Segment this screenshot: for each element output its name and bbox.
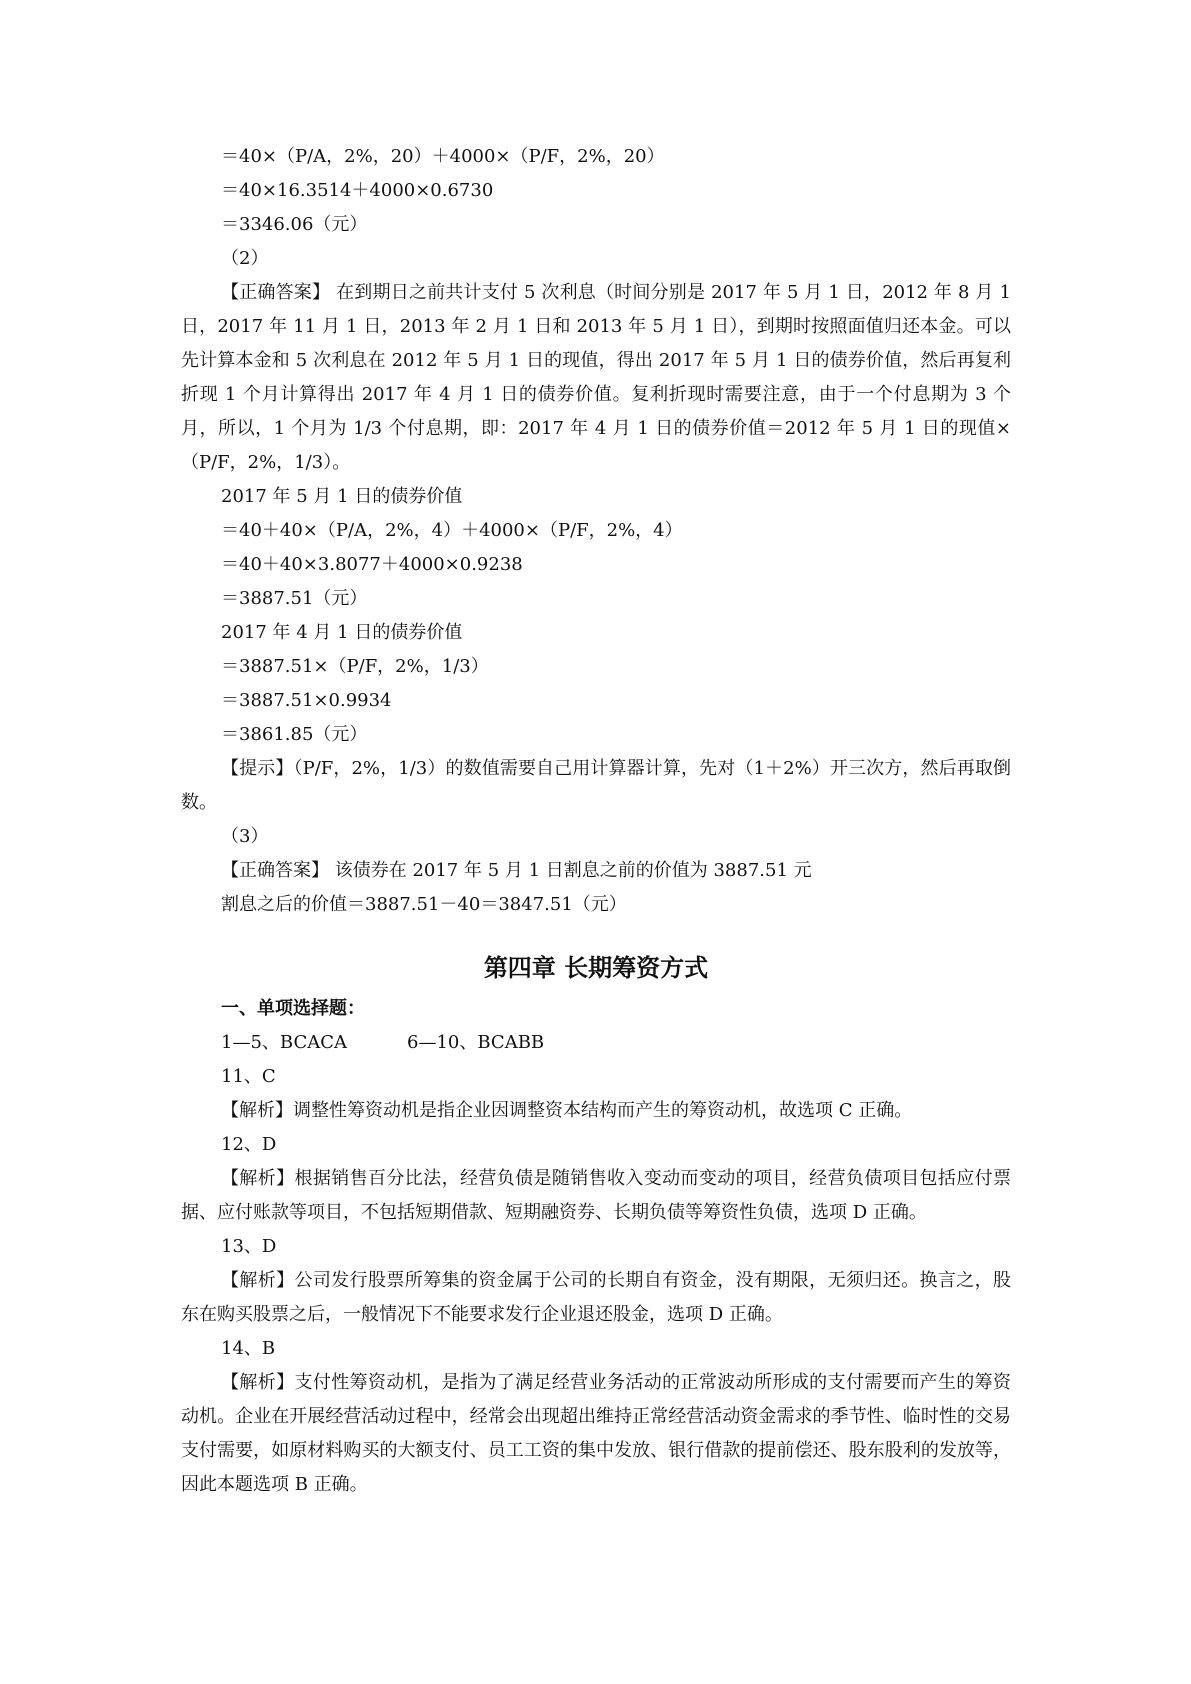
question-answer: 12、D <box>221 1134 277 1155</box>
question-answer: 14、B <box>221 1338 276 1359</box>
value-label: 2017 年 5 月 1 日的债券价值 <box>221 486 463 507</box>
question-answer: 13、D <box>221 1236 277 1257</box>
formula-line: ＝40×16.3514＋4000×0.6730 <box>221 180 494 201</box>
answer-paragraph: 【正确答案】 在到期日之前共计支付 5 次利息（时间分别是 2017 年 5 月 1 日，2012 年 8 月 1 日，2017 年 11 月 1 日，2013 年 2 月 1 日和 2013 年 5 月 1 日），到期时按照面值归还本金。可以先计算本金和 5 次利息在 2012 年 5 月 1 日的现值，得出 2017 年 5 月 1 日的债券价值，然后再复利折现 1 个月计算得出 2017 年 4 月 1 日的债券价值。复利折现时需要注意，由于一个付息期为 3 个月，所以，1 个月为 1/3 个付息期，即：2017 年 4 月 1 日的债券价值＝2012 年 5 月 1 日的现值×（P/F，2%，1/3）。 <box>181 282 1011 473</box>
section-heading: 一、单项选择题： <box>221 998 365 1019</box>
formula-line: ＝40＋40×（P/A，2%，4）＋4000×（P/F，2%，4） <box>221 520 683 541</box>
hint-paragraph: 【提示】（P/F，2%，1/3）的数值需要自己用计算器计算，先对（1＋2%）开三次方，然后再取倒数。 <box>181 758 1011 813</box>
question-answer: 11、C <box>221 1066 276 1087</box>
answer-line: 【正确答案】 该债券在 2017 年 5 月 1 日割息之前的价值为 3887.51 元 <box>221 860 812 881</box>
answers-1-5: 1—5、BCACA <box>221 1032 348 1053</box>
answer-key-row <box>181 1026 1011 1060</box>
formula-line: ＝3887.51×0.9934 <box>221 690 392 711</box>
formula-line: ＝3887.51×（P/F，2%，1/3） <box>221 656 489 677</box>
formula-result: ＝3861.85（元） <box>221 724 368 745</box>
explanation-paragraph: 【解析】公司发行股票所筹集的资金属于公司的长期自有资金，没有期限，无须归还。换言之，股东在购买股票之后，一般情况下不能要求发行企业退还股金，选项 D 正确。 <box>181 1270 1011 1325</box>
explanation-paragraph: 【解析】根据销售百分比法，经营负债是随销售收入变动而变动的项目，经营负债项目包括应付票据、应付账款等项目，不包括短期借款、短期融资券、长期负债等筹资性负债，选项 D 正确。 <box>181 1168 1011 1223</box>
part-number: （2） <box>221 248 269 269</box>
chapter-title: 第四章 长期筹资方式 <box>483 954 709 982</box>
value-label: 2017 年 4 月 1 日的债券价值 <box>221 622 463 643</box>
formula-result: ＝3887.51（元） <box>221 588 368 609</box>
part-number: （3） <box>221 826 269 847</box>
formula-line: ＝40＋40×3.8077＋4000×0.9238 <box>221 554 523 575</box>
formula-result: ＝3346.06（元） <box>221 214 368 235</box>
explanation-paragraph: 【解析】支付性筹资动机，是指为了满足经营业务活动的正常波动所形成的支付需要而产生的筹资动机。企业在开展经营活动过程中，经常会出现超出维持正常经营活动资金需求的季节性、临时性的交易支付需要，如原材料购买的大额支付、员工工资的集中发放、银行借款的提前偿还、股东股利的发放等，因此本题选项 B 正确。 <box>181 1372 1011 1495</box>
answers-6-10: 6—10、BCABB <box>407 1032 545 1053</box>
explanation-paragraph: 【解析】调整性筹资动机是指企业因调整资本结构而产生的筹资动机，故选项 C 正确。 <box>221 1100 913 1121</box>
formula-line: ＝40×（P/A，2%，20）＋4000×（P/F，2%，20） <box>221 146 665 167</box>
formula-result: 割息之后的价值＝3887.51－40＝3847.51（元） <box>221 894 627 915</box>
document-body <box>181 140 1011 1502</box>
